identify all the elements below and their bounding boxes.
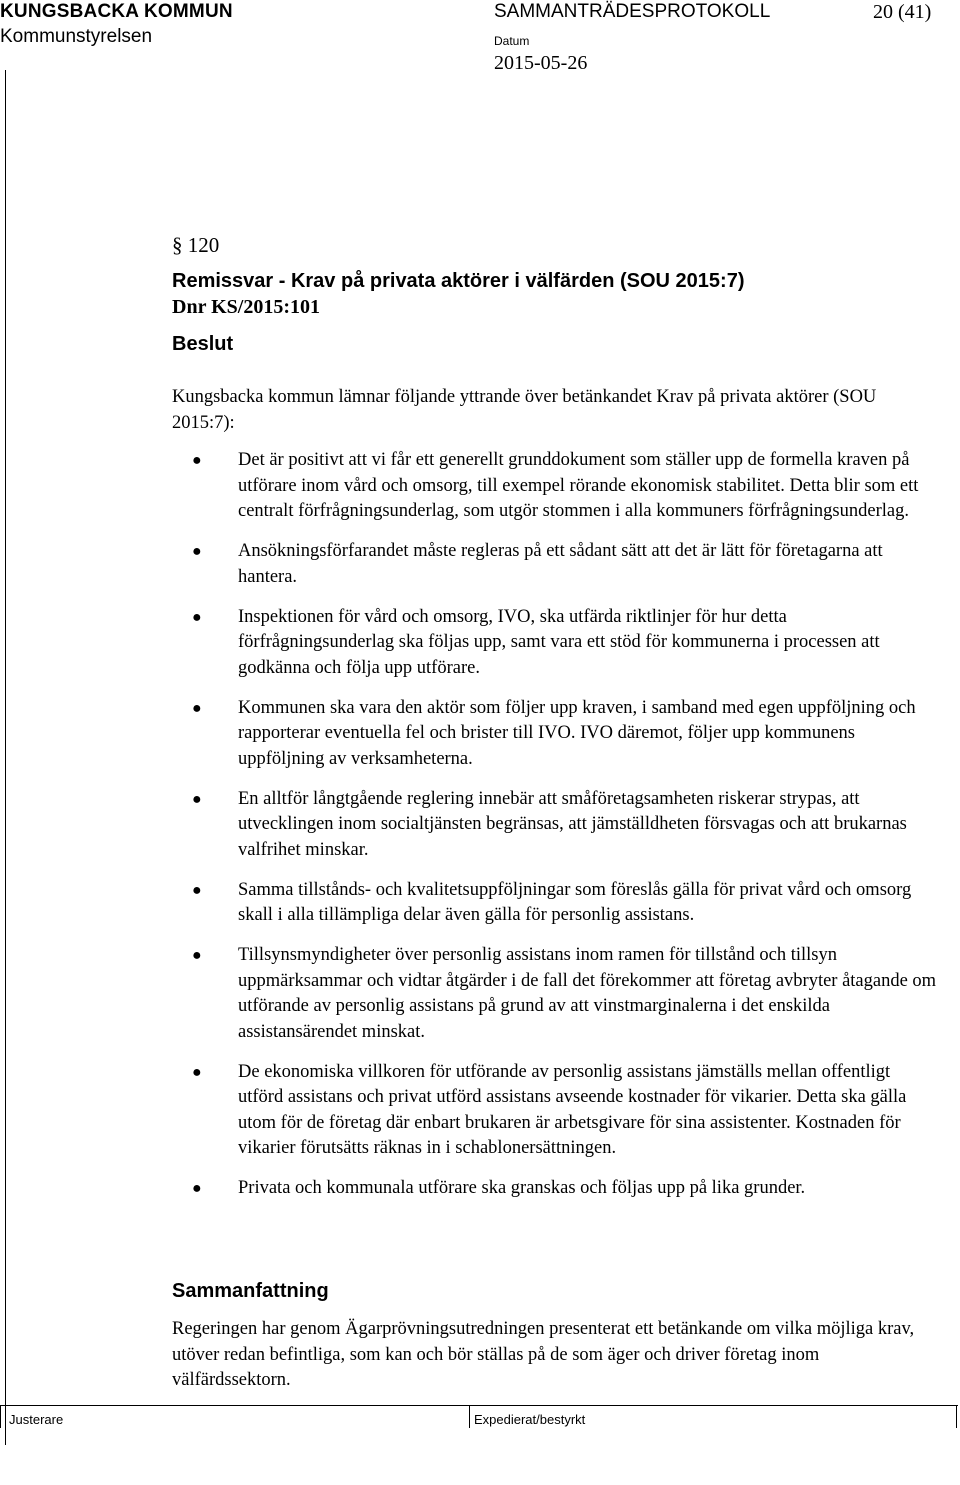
list-item (192, 1176, 938, 1202)
signer-label: Justerare (9, 1412, 64, 1427)
list-item-text: En alltför långtgående reglering innebär att småföretagsamheten riskerar strypas, att utvecklingen inom socialtjänsten begränsas, att jämställdheten försvagas och att brukarnas valfrihet minskar. (238, 788, 907, 860)
bullet-icon: ● (192, 881, 202, 899)
list-item-text: Samma tillstånds- och kvalitetsuppföljningar som föreslås gälla för privat vård och omsorg skall i alla tillämpliga delar även gälla för personlig assistans. (238, 879, 912, 925)
paragraph-number: § 120 (172, 233, 220, 257)
list-item-text: Tillsynsmyndigheter över personlig assistans inom ramen för tillstånd och tillsyn uppmärksammar och vidtar åtgärder i de fall det förekommer att företag avbryter åtagande om utförande av personlig assistans på grund av att vinstmarginalerna i det enskilda assistansärendet minskat. (238, 945, 937, 1042)
decision-heading: Beslut (172, 333, 234, 355)
list-item (192, 539, 938, 590)
bullet-icon: ● (192, 947, 202, 964)
organization-name: KUNGSBACKA KOMMUN (0, 1, 233, 22)
list-item (192, 448, 938, 525)
date-value: 2015-05-26 (494, 52, 588, 74)
summary-text: Regeringen har genom Ägarprövningsutredningen presenterat ett betänkande om vilka möjliga krav, utöver redan befintliga, som kan och bör ställas på de som äger och driver företag inom välfärdssektorn. (172, 1319, 915, 1390)
date-label: Datum (494, 34, 530, 48)
document-type: SAMMANTRÄDESPROTOKOLL (494, 1, 771, 22)
list-item (192, 878, 938, 929)
list-item (192, 605, 938, 682)
bullet-icon: ● (192, 452, 202, 469)
footer-middle-divider (469, 1406, 470, 1428)
list-item-text: De ekonomiska villkoren för utförande av personlig assistans jämställs mellan offentligt utförd assistans och privat utförd assistans avseende kostnader för vikarier. Detta ska gälla utom för de företag där enbart brukaren är arbetsgivare för sina assistenter. Kostnaden för vikarier förutsätts räknas in i schablonersättningen. (238, 1061, 907, 1158)
footer-right-divider (956, 1406, 957, 1428)
list-item (192, 1060, 938, 1162)
summary-heading: Sammanfattning (172, 1280, 329, 1302)
list-item (192, 943, 938, 1045)
section-title: Remissvar - Krav på privata aktörer i välfärden (SOU 2015:7) (172, 270, 745, 292)
organization-unit: Kommunstyrelsen (0, 26, 153, 47)
left-margin-rule (5, 70, 6, 1445)
list-item-text: Kommunen ska vara den aktör som följer upp kraven, i samband med egen uppföljning och rapporterar eventuella fel och brister till IVO. IVO däremot, följer upp kommunens uppföljning av verksamheterna. (238, 697, 916, 769)
bullet-icon: ● (192, 790, 202, 808)
case-number: Dnr KS/2015:101 (172, 296, 320, 318)
decision-list (192, 448, 938, 1216)
bullet-icon: ● (192, 543, 202, 560)
bullet-icon: ● (192, 1063, 202, 1081)
list-item-text: Ansökningsförfarandet måste regleras på ett sådant sätt att det är lätt för företagarna att hantera. (238, 541, 883, 587)
footer-left-divider (0, 1406, 1, 1428)
bullet-icon: ● (192, 699, 202, 717)
bullet-icon: ● (192, 608, 202, 626)
list-item (192, 696, 938, 773)
dispatch-label: Expedierat/bestyrkt (474, 1412, 586, 1427)
list-item-text: Privata och kommunala utförare ska granskas och följas upp på lika grunder. (238, 1178, 806, 1198)
page-number: 20 (41) (873, 1, 932, 23)
decision-intro: Kungsbacka kommun lämnar följande yttrande över betänkandet Krav på privata aktörer (SOU 2015:7): (172, 387, 877, 433)
bullet-icon: ● (192, 1180, 202, 1197)
list-item-text: Det är positivt att vi får ett generellt grunddokument som ställer upp de formella kraven på utförare inom vård och omsorg, till exempel rörande ekonomisk stabilitet. Detta blir som ett centralt förfrågningsunderlag, som utgör stommen i alla kommuners förfrågningsunderlag. (238, 450, 919, 521)
list-item-text: Inspektionen för vård och omsorg, IVO, ska utfärda riktlinjer för hur detta förfrågningsunderlag ska följas upp, samt vara ett stöd för kommunerna i processen att godkänna och följa upp utförare. (238, 606, 880, 678)
footer-rule (0, 1405, 958, 1406)
list-item (192, 787, 938, 864)
